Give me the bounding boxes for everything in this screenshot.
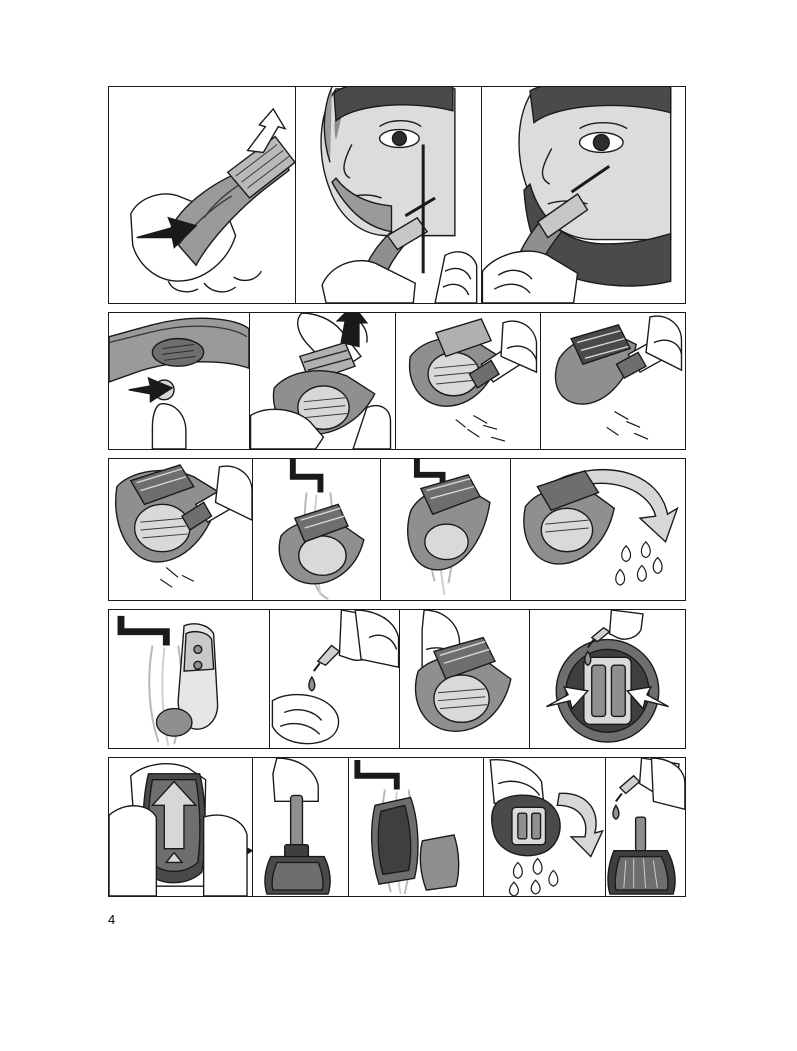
oil-drop-illustration xyxy=(270,610,399,748)
remove-shaver-foil-illustration xyxy=(109,758,252,896)
panel-remove-shaver-foil xyxy=(108,757,253,897)
press-release-button-illustration xyxy=(109,313,249,449)
panel-rinse-shaver-parts xyxy=(349,757,484,897)
illustration-row-1 xyxy=(108,86,686,304)
panel-press-release-button xyxy=(108,312,250,450)
apply-oil-illustration xyxy=(400,610,529,748)
illustration-grid xyxy=(108,86,686,905)
brush-housing-illustration xyxy=(109,459,252,600)
illustration-row-2 xyxy=(108,312,686,450)
panel-oil-shaver-cutter-block xyxy=(606,757,686,897)
panel-rinse-comb-attachment xyxy=(381,458,511,601)
shake-dry-head-illustration xyxy=(511,459,685,600)
shake-dry-shaver-illustration xyxy=(484,758,605,896)
oil-shaver-cutters-illustration xyxy=(530,610,685,748)
panel-brush-shaver-cutter xyxy=(253,757,349,897)
brush-cutting-head-illustration xyxy=(396,313,540,449)
panel-oil-drop-on-finger xyxy=(270,609,400,749)
illustration-row-4 xyxy=(108,609,686,749)
panel-oil-shaver-cutters xyxy=(530,609,686,749)
illustration-row-3 xyxy=(108,458,686,601)
illustration-row-5 xyxy=(108,757,686,897)
oil-cutter-block-illustration xyxy=(606,758,685,896)
panel-remove-cutting-head xyxy=(250,312,396,450)
panel-brush-comb-attachment xyxy=(541,312,686,450)
page-number: 4 xyxy=(108,912,116,927)
panel-attach-comb-to-trimmer xyxy=(108,86,296,304)
brush-shaver-cutter-illustration xyxy=(253,758,348,896)
rinse-shaver-parts-illustration xyxy=(349,758,483,896)
panel-brush-trimmer-housing xyxy=(108,458,253,601)
rinse-comb-illustration xyxy=(381,459,510,600)
panel-shake-dry-shaver-head xyxy=(484,757,606,897)
trim-beard-illustration xyxy=(296,87,481,303)
attach-comb-illustration xyxy=(109,87,295,303)
panel-rinse-trimmer-body xyxy=(108,609,270,749)
rinse-cutting-head-illustration xyxy=(253,459,380,600)
panel-apply-oil-to-blades xyxy=(400,609,530,749)
remove-cutting-head-illustration xyxy=(250,313,395,449)
panel-contour-beard-without-comb xyxy=(482,86,686,304)
contour-beard-illustration xyxy=(482,87,685,303)
panel-rinse-cutting-head xyxy=(253,458,381,601)
panel-shake-dry-cutting-head xyxy=(511,458,686,601)
brush-comb-illustration xyxy=(541,313,685,449)
rinse-body-illustration xyxy=(109,610,269,748)
panel-trim-beard-with-comb xyxy=(296,86,482,304)
panel-brush-cutting-head xyxy=(396,312,541,450)
